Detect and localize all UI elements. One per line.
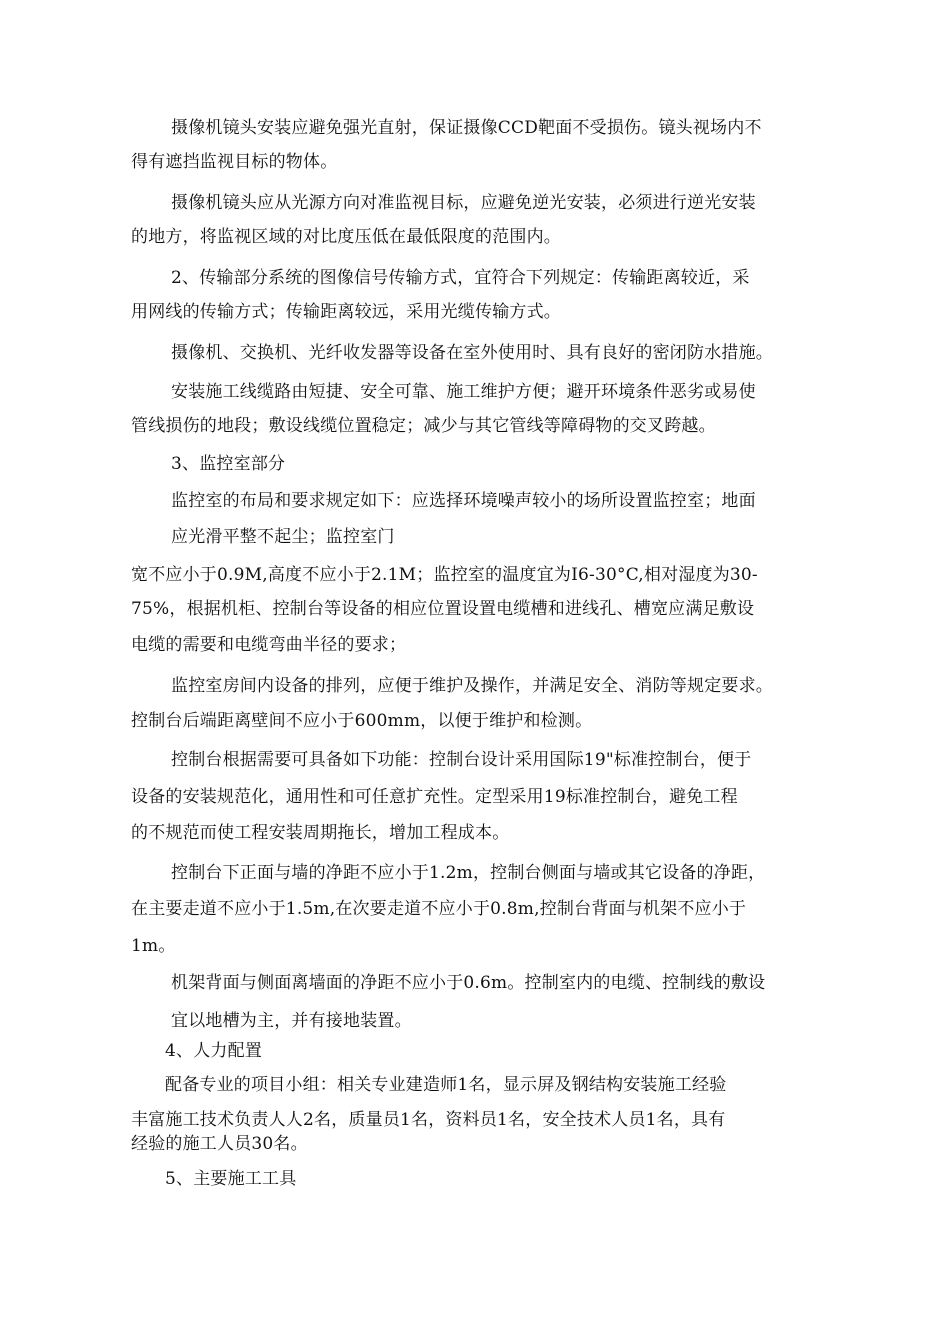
section-heading: 5、主要施工工具 (165, 1169, 297, 1189)
text-line: 配备专业的项目小组：相关专业建造师1名，显示屏及钢结构安装施工经验 (165, 1075, 727, 1095)
text-line: 宜以地槽为主，并有接地装置。 (171, 1011, 412, 1031)
text-line: 的地方，将监视区域的对比度压低在最低限度的范围内。 (131, 227, 561, 247)
text-line: 应光滑平整不起尘；监控室门 (171, 527, 395, 547)
text-line: 摄像机、交换机、光纤收发器等设备在室外使用时、具有良好的密闭防水措施。 (171, 343, 773, 363)
text-line: 摄像机镜头应从光源方向对准监视目标，应避免逆光安装，必须进行逆光安装 (171, 193, 756, 213)
text-line: 宽不应小于0.9M,高度不应小于2.1M；监控室的温度宜为I6-30°C,相对湿度为30- (131, 565, 758, 585)
text-line: 2、传输部分系统的图像信号传输方式，宜符合下列规定：传输距离较近，采 (171, 268, 750, 288)
text-line: 摄像机镜头安装应避免强光直射，保证摄像CCD靶面不受损伤。镜头视场内不 (171, 118, 762, 138)
section-heading: 4、人力配置 (165, 1041, 263, 1061)
text-line: 监控室房间内设备的排列，应便于维护及操作，并满足安全、消防等规定要求。 (171, 676, 773, 696)
text-line: 用网线的传输方式；传输距离较远，采用光缆传输方式。 (131, 302, 561, 322)
text-line: 控制台根据需要可具备如下功能：控制台设计采用国际19"标准控制台，便于 (171, 750, 752, 770)
text-line: 经验的施工人员30名。 (131, 1134, 308, 1154)
section-heading: 3、监控室部分 (171, 454, 286, 474)
text-line: 的不规范而使工程安装周期拖长，增加工程成本。 (131, 823, 510, 843)
text-line: 丰富施工技术负责人人2名，质量员1名，资料员1名，安全技术人员1名，具有 (131, 1110, 726, 1130)
text-line: 管线损伤的地段；敷设线缆位置稳定；减少与其它管线等障碍物的交叉跨越。 (131, 416, 716, 436)
text-line: 安装施工线缆路由短捷、安全可靠、施工维护方便；避开环境条件恶劣或易使 (171, 382, 756, 402)
text-line: 得有遮挡监视目标的物体。 (131, 152, 338, 172)
text-line: 电缆的需要和电缆弯曲半径的要求； (131, 635, 407, 655)
text-line: 设备的安装规范化，通用性和可任意扩充性。定型采用19标准控制台，避免工程 (131, 787, 738, 807)
text-line: 75%，根据机柜、控制台等设备的相应位置设置电缆槽和进线孔、槽宽应满足敷设 (131, 599, 755, 619)
text-line: 控制台后端距离壁间不应小于600mm，以便于维护和检测。 (131, 711, 593, 731)
text-line: 机架背面与侧面离墙面的净距不应小于0.6m。控制室内的电缆、控制线的敷设 (171, 973, 766, 993)
text-line: 监控室的布局和要求规定如下：应选择环境噪声较小的场所设置监控室；地面 (171, 491, 756, 511)
text-line: 在主要走道不应小于1.5m,在次要走道不应小于0.8m,控制台背面与机架不应小于 (131, 899, 747, 919)
text-line: 1m。 (131, 936, 176, 956)
text-line: 控制台下正面与墙的净距不应小于1.2m，控制台侧面与墙或其它设备的净距， (171, 863, 766, 883)
